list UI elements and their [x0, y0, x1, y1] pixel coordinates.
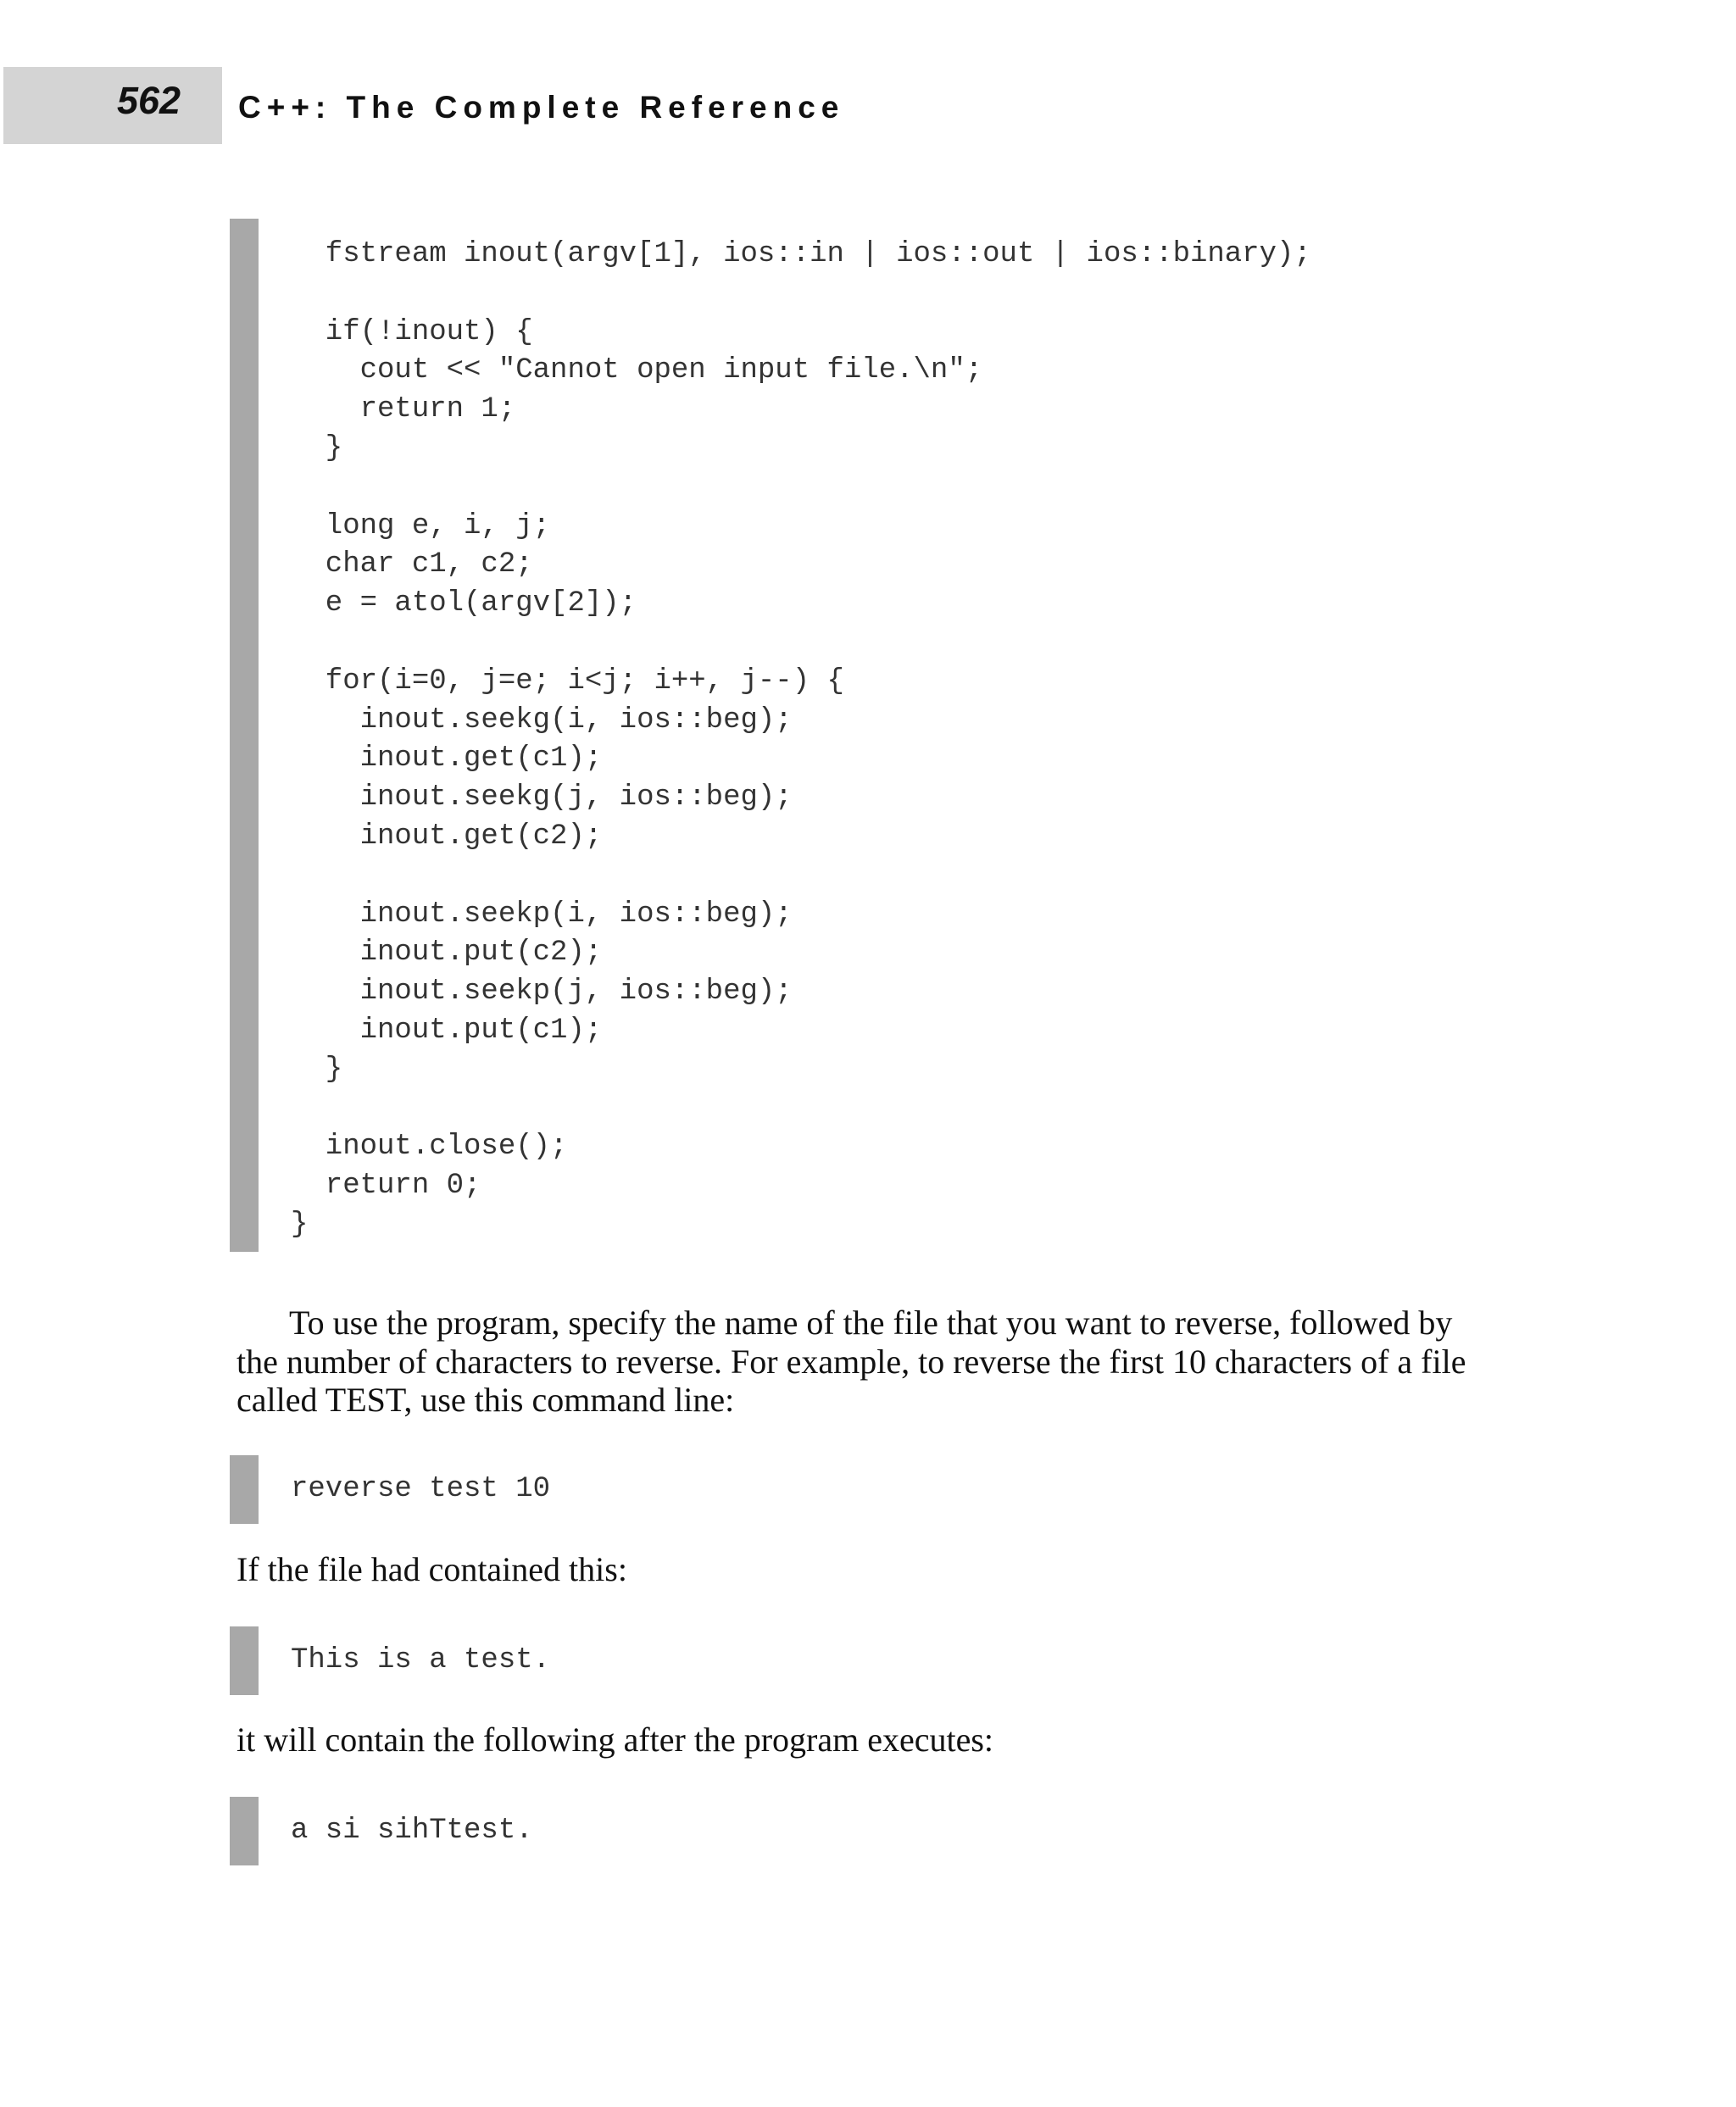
paragraph-after: it will contain the following after the program executes:: [236, 1721, 994, 1759]
paragraph-usage: To use the program, specify the name of the file that you want to reverse, followed by the number of characters to reverse. For example, to reverse the first 10 characters of a file called TEST, use this command line:: [236, 1304, 1466, 1419]
command-example: reverse test 10: [291, 1473, 551, 1505]
file-before-bar: [230, 1626, 259, 1695]
page-number-tab: [3, 67, 222, 144]
paragraph-before: If the file had contained this:: [236, 1550, 627, 1588]
file-after-example: a si sihTtest.: [291, 1815, 533, 1847]
command-example-bar: [230, 1455, 259, 1524]
page-number: 562: [117, 79, 181, 122]
file-before-example: This is a test.: [291, 1644, 551, 1676]
running-head: C++: The Complete Reference: [238, 90, 845, 125]
code-listing: fstream inout(argv[1], ios::in | ios::out | ios::binary); if(!inout) { cout << "Cannot open input file.\n"; return 1; } long e, i, j; char c1, c2; e = atol(argv[2]); for(i=0, j=e; i<j; i++, j--) { inout.seekg(i, ios::beg); inout.get(c1); inout.seekg(j, ios::beg); inout.get(c2); inout.seekp(i, ios::beg); inout.put(c2); inout.seekp(j, ios::beg); inout.put(c1); } inout.close(); return 0; }: [291, 238, 1311, 1241]
code-listing-bar: [230, 219, 259, 1252]
file-after-bar: [230, 1797, 259, 1865]
